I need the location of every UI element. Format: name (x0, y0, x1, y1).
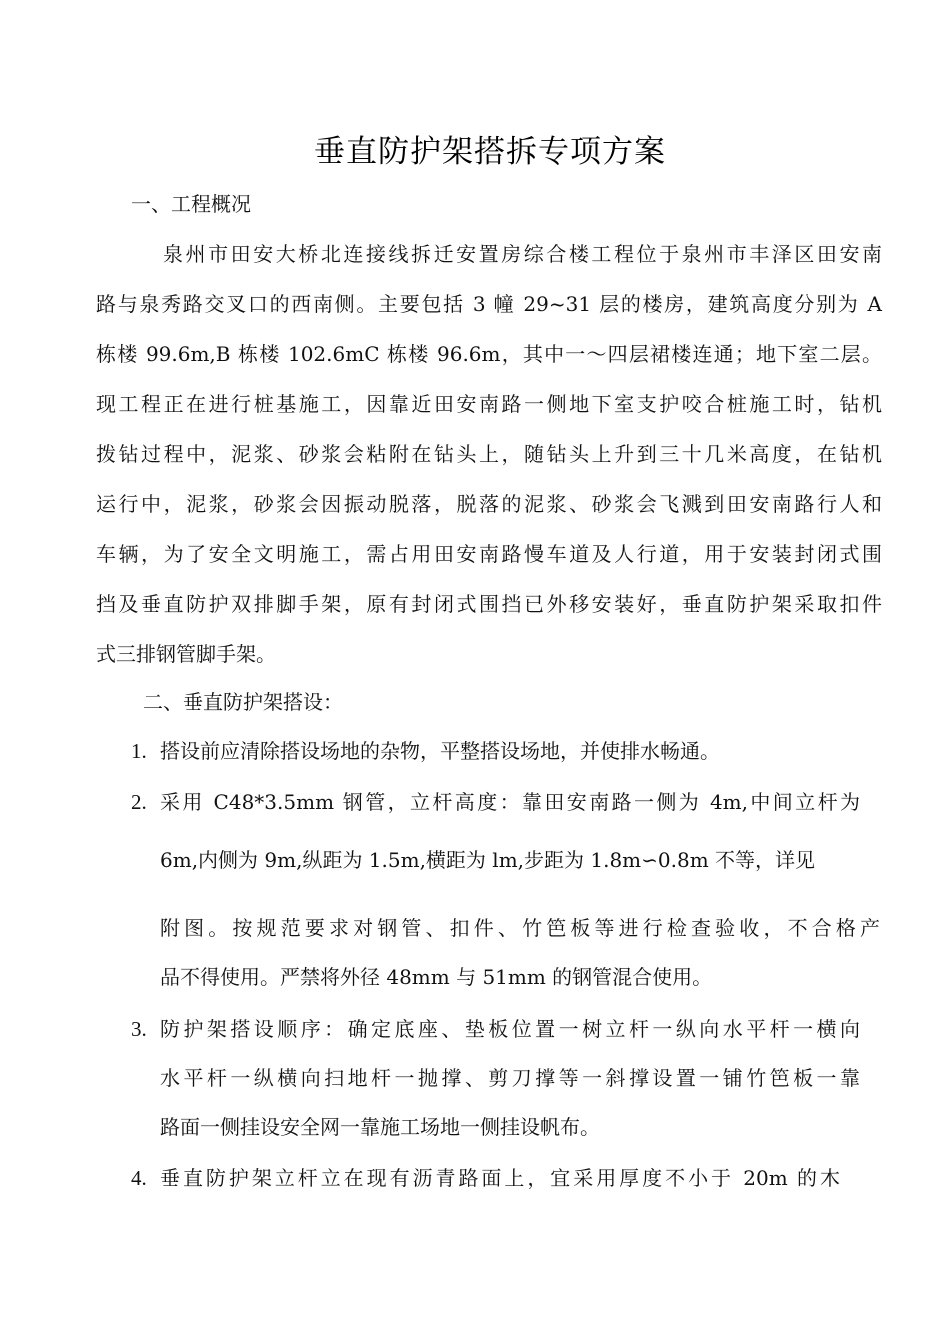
paragraph-line: 泉州市田安大桥北连接线拆迁安置房综合楼工程位于泉州市丰泽区田安南 (163, 242, 882, 266)
list-item-number: 2. (131, 790, 147, 814)
paragraph-line: 拨钻过程中，泥浆、砂浆会粘附在钻头上，随钻头上升到三十几米高度，在钻机 (96, 442, 882, 466)
list-item-line: 附图。按规范要求对钢管、扣件、竹笆板等进行检查验收，不合格产 (160, 916, 880, 940)
paragraph-line: 车辆，为了安全文明施工，需占用田安南路慢车道及人行道，用于安装封闭式围 (96, 542, 882, 566)
list-item-number: 1. (131, 739, 147, 763)
document-title: 垂直防护架搭拆专项方案 (314, 134, 666, 170)
list-item-line: 水平杆一纵横向扫地杆一抛撑、剪刀撑等一斜撑设置一铺竹笆板一靠 (160, 1066, 860, 1090)
section-heading-erection: 二、垂直防护架搭设： (143, 690, 343, 714)
list-item-line: 搭设前应清除搭设场地的杂物，平整搭设场地，并使排水畅通。 (160, 739, 720, 763)
list-item-line: 品不得使用。严禁将外径 48mm 与 51mm 的钢管混合使用。 (160, 965, 713, 989)
list-item-number: 3. (131, 1017, 147, 1041)
section-heading-overview: 一、工程概况 (131, 192, 251, 216)
list-item-line: 采用 C48*3.5mm 钢管，立杆高度：靠田安南路一侧为 4m,中间立杆为 (160, 790, 860, 814)
list-item-line: 垂直防护架立杆立在现有沥青路面上，宜采用厚度不小于 20m 的木 (160, 1166, 840, 1190)
list-item-line: 6m,内侧为 9m,纵距为 1.5m,横距为 lm,步距为 1.8m∽0.8m 不等，详见 (160, 848, 816, 872)
paragraph-line: 现工程正在进行桩基施工，因靠近田安南路一侧地下室支护咬合桩施工时，钻机 (96, 392, 882, 416)
paragraph-line: 挡及垂直防护双排脚手架，原有封闭式围挡已外移安装好，垂直防护架采取扣件 (96, 592, 882, 616)
list-item-line: 防护架搭设顺序：确定底座、垫板位置一树立杆一纵向水平杆一横向 (160, 1017, 860, 1041)
paragraph-line: 式三排钢管脚手架。 (96, 642, 276, 666)
paragraph-line: 路与泉秀路交叉口的西南侧。主要包括 3 幢 29~31 层的楼房，建筑高度分别为 A (96, 292, 882, 316)
paragraph-line: 栋楼 99.6m,B 栋楼 102.6mC 栋楼 96.6m，其中一～四层裙楼连通；地下室二层。 (96, 342, 882, 366)
list-item-line: 路面一侧挂设安全网一靠施工场地一侧挂设帆布。 (160, 1115, 600, 1139)
list-item-number: 4. (131, 1166, 147, 1190)
paragraph-line: 运行中，泥浆，砂浆会因振动脱落，脱落的泥浆、砂浆会飞溅到田安南路行人和 (96, 492, 882, 516)
